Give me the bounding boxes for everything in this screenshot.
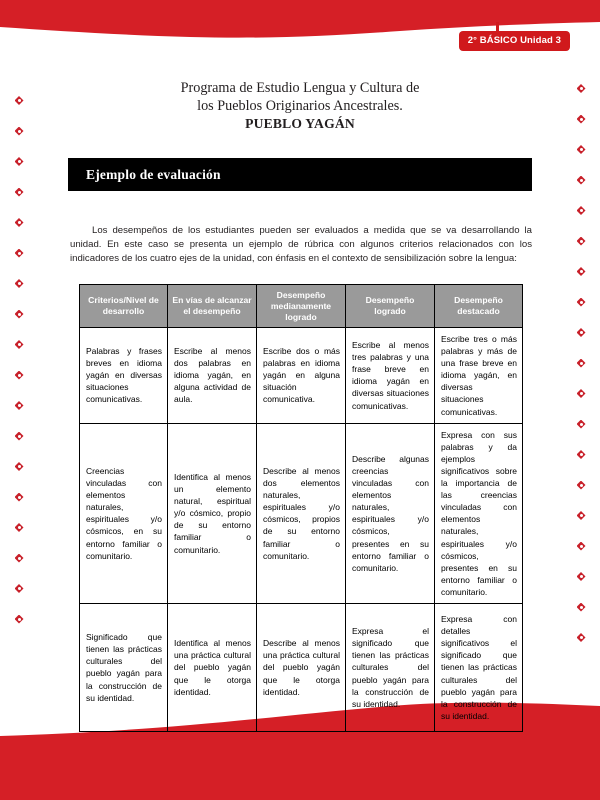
table-header-row: [80, 285, 523, 328]
table-row: [80, 328, 523, 424]
table-cell: Escribe tres o más palabras y más de una frase breve en idioma yagán, en diversas situaciones comunicativas.: [435, 328, 523, 424]
section-header-title: Ejemplo de evaluación: [86, 166, 221, 182]
table-cell: Describe al menos una práctica cultural del pueblo yagán que le otorga identidad.: [257, 603, 346, 731]
page-title-line-2: los Pueblos Originarios Ancestrales.: [197, 97, 403, 114]
table-cell: Expresa con detalles significativos el significado que tienen las prácticas culturales del pueblo yagán para la construcción de su identidad.: [435, 603, 523, 731]
table-cell: Expresa el significado que tienen las prácticas culturales del pueblo yagán para la construcción de su identidad.: [346, 603, 435, 731]
rubric-table: [79, 284, 523, 732]
table-cell: Describe algunas creencias vinculadas con elementos naturales, espirituales y/o cósmicos, presentes en su entorno familiar o comunitario.: [346, 423, 435, 603]
table-cell: Describe al menos dos elementos naturales, espirituales y/o cósmicos, propios de su entorno familiar o comunitario.: [257, 423, 346, 603]
table-header-cell-destacado: Desempeño destacado: [435, 285, 523, 328]
table-cell: Creencias vinculadas con elementos naturales, espirituales y/o cósmicos, en su entorno familiar o comunitario.: [80, 423, 168, 603]
table-cell: Significado que tienen las prácticas culturales del pueblo yagán para la construcción de su identidad.: [80, 603, 168, 731]
table-header-cell-medianamente: Desempeño medianamente logrado: [257, 285, 346, 328]
table-cell: Identifica al menos un elemento natural, espiritual y/o cósmico, propio de su entorno familiar o comunitario.: [168, 423, 257, 603]
table-cell: Expresa con sus palabras y da ejemplos significativos sobre la importancia de las creencias vinculadas con elementos naturales, espirituales y/o cósmicos, presentes en su entorno familiar o comunitario.: [435, 423, 523, 603]
page-title-pueblo: PUEBLO YAGÁN: [245, 116, 355, 131]
section-header-bar: [68, 158, 532, 191]
table-header-cell-criterios: Criterios/Nivel de desarrollo: [80, 285, 168, 328]
table-row: [80, 603, 523, 731]
table-row: [80, 423, 523, 603]
table-header-cell-en-vias: En vías de alcanzar el desempeño: [168, 285, 257, 328]
page-title: [100, 80, 500, 133]
page-title-line-1: Programa de Estudio Lengua y Cultura de: [180, 80, 420, 96]
table-cell: Palabras y frases breves en idioma yagán en diversas situaciones comunicativas.: [80, 328, 168, 424]
table-header-cell-logrado: Desempeño logrado: [346, 285, 435, 328]
intro-paragraph: Los desempeños de los estudiantes pueden ser evaluados a medida que se va desarrollando la unidad. En este caso se presenta un ejemplo de rúbrica con algunos criterios relacionados con los indicadores de los cuatro ejes de la unidad, con énfasis en el contexto de sensibilización sobre la lengua:: [70, 224, 532, 265]
table-cell: Escribe al menos dos palabras en idioma yagán, en alguna actividad de aula.: [168, 328, 257, 424]
table-cell: Escribe dos o más palabras en idioma yagán en alguna situación comunicativa.: [257, 328, 346, 424]
unit-badge: 2° BÁSICO Unidad 3: [459, 31, 570, 51]
table-cell: Identifica al menos una práctica cultural del pueblo yagán que le otorga identidad.: [168, 603, 257, 731]
table-cell: Escribe al menos tres palabras y una frase breve en idioma yagán en diversas situaciones comunicativas.: [346, 328, 435, 424]
